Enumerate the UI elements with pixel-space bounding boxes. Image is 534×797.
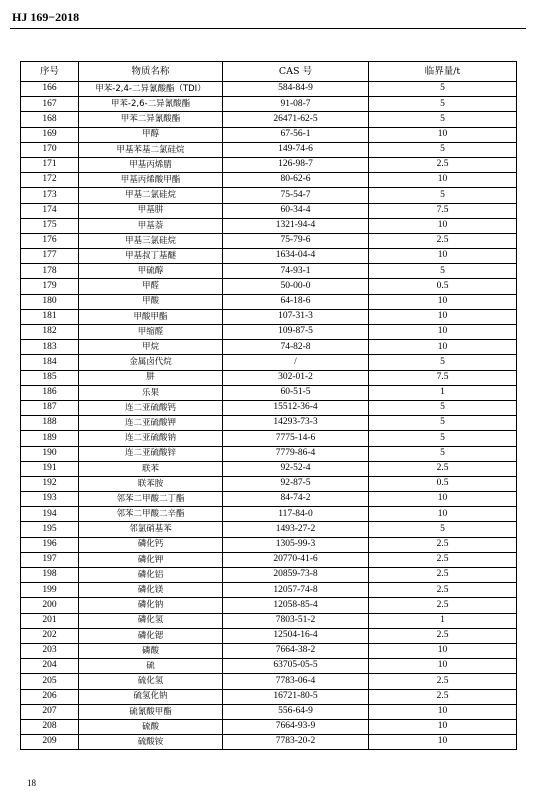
row-index: 203 bbox=[21, 643, 79, 658]
row-index: 174 bbox=[21, 203, 79, 218]
table-row bbox=[21, 643, 517, 658]
critical-quantity: 2.5 bbox=[369, 157, 517, 172]
substance-name: 磷化钠 bbox=[79, 598, 223, 613]
cas-number: 92-52-4 bbox=[223, 461, 369, 476]
substance-name: 甲基二氯硅烷 bbox=[79, 188, 223, 203]
critical-quantity: 10 bbox=[369, 218, 517, 233]
substance-name: 联苯胺 bbox=[79, 476, 223, 491]
cas-number: 92-87-5 bbox=[223, 476, 369, 491]
substance-name: 邻苯二甲酸二辛酯 bbox=[79, 507, 223, 522]
table-row bbox=[21, 203, 517, 218]
row-index: 166 bbox=[21, 82, 79, 97]
table-row bbox=[21, 704, 517, 719]
substance-name: 磷化氢 bbox=[79, 613, 223, 628]
substance-name: 乐果 bbox=[79, 385, 223, 400]
cas-number: 67-56-1 bbox=[223, 127, 369, 142]
substance-name: 硫化氢 bbox=[79, 674, 223, 689]
critical-quantity: 10 bbox=[369, 127, 517, 142]
critical-quantity: 10 bbox=[369, 309, 517, 324]
substance-name: 甲酸 bbox=[79, 294, 223, 309]
substance-name: 甲基叔丁基醚 bbox=[79, 249, 223, 264]
cas-number: 80-62-6 bbox=[223, 173, 369, 188]
substance-name: 肼 bbox=[79, 370, 223, 385]
substance-name: 硫 bbox=[79, 659, 223, 674]
table-row bbox=[21, 461, 517, 476]
cas-number: 91-08-7 bbox=[223, 97, 369, 112]
critical-quantity: 5 bbox=[369, 416, 517, 431]
cas-number: 149-74-6 bbox=[223, 142, 369, 157]
critical-quantity: 10 bbox=[369, 492, 517, 507]
substance-name: 联苯 bbox=[79, 461, 223, 476]
row-index: 186 bbox=[21, 385, 79, 400]
critical-quantity: 5 bbox=[369, 82, 517, 97]
substance-name: 甲基肼 bbox=[79, 203, 223, 218]
table-row bbox=[21, 142, 517, 157]
column-header-index: 序号 bbox=[21, 62, 79, 82]
critical-quantity: 5 bbox=[369, 431, 517, 446]
document-code: HJ 169−2018 bbox=[12, 10, 80, 24]
critical-quantity-table bbox=[20, 61, 517, 750]
cas-number: 107-31-3 bbox=[223, 309, 369, 324]
substance-name: 甲苯-2,4-二异氰酸酯（TDI） bbox=[79, 82, 223, 97]
column-header-cas-number: CAS 号 bbox=[223, 62, 369, 82]
substance-name: 甲酸甲酯 bbox=[79, 309, 223, 324]
table-row bbox=[21, 613, 517, 628]
table-row bbox=[21, 97, 517, 112]
substance-name: 甲基萘 bbox=[79, 218, 223, 233]
cas-number: 7779-86-4 bbox=[223, 446, 369, 461]
substance-name: 磷化钙 bbox=[79, 537, 223, 552]
row-index: 195 bbox=[21, 522, 79, 537]
cas-number: 7783-20-2 bbox=[223, 735, 369, 750]
cas-number: 20770-41-6 bbox=[223, 552, 369, 567]
substance-name: 连二亚硫酸钾 bbox=[79, 416, 223, 431]
critical-quantity: 2.5 bbox=[369, 598, 517, 613]
critical-quantity: 5 bbox=[369, 522, 517, 537]
table-row bbox=[21, 735, 517, 750]
cas-number: 74-93-1 bbox=[223, 264, 369, 279]
cas-number: 1493-27-2 bbox=[223, 522, 369, 537]
critical-quantity: 5 bbox=[369, 355, 517, 370]
cas-number: 7664-38-2 bbox=[223, 643, 369, 658]
row-index: 207 bbox=[21, 704, 79, 719]
critical-quantity: 5 bbox=[369, 97, 517, 112]
cas-number: 126-98-7 bbox=[223, 157, 369, 172]
row-index: 188 bbox=[21, 416, 79, 431]
row-index: 176 bbox=[21, 233, 79, 248]
cas-number: 7783-06-4 bbox=[223, 674, 369, 689]
critical-quantity: 10 bbox=[369, 249, 517, 264]
table-row bbox=[21, 249, 517, 264]
critical-quantity: 10 bbox=[369, 659, 517, 674]
table-row bbox=[21, 537, 517, 552]
row-index: 182 bbox=[21, 325, 79, 340]
cas-number: 20859-73-8 bbox=[223, 568, 369, 583]
cas-number: 12058-85-4 bbox=[223, 598, 369, 613]
substance-name: 甲基苯基二氯硅烷 bbox=[79, 142, 223, 157]
row-index: 169 bbox=[21, 127, 79, 142]
row-index: 177 bbox=[21, 249, 79, 264]
row-index: 180 bbox=[21, 294, 79, 309]
critical-quantity: 2.5 bbox=[369, 674, 517, 689]
row-index: 199 bbox=[21, 583, 79, 598]
table-row bbox=[21, 82, 517, 97]
table-row bbox=[21, 325, 517, 340]
substance-name: 磷化锶 bbox=[79, 628, 223, 643]
substance-name: 甲基丙烯腈 bbox=[79, 157, 223, 172]
critical-quantity: 10 bbox=[369, 507, 517, 522]
row-index: 204 bbox=[21, 659, 79, 674]
table-row bbox=[21, 568, 517, 583]
table-row bbox=[21, 446, 517, 461]
cas-number: 75-54-7 bbox=[223, 188, 369, 203]
table-row bbox=[21, 309, 517, 324]
row-index: 187 bbox=[21, 400, 79, 415]
table-row bbox=[21, 552, 517, 567]
critical-quantity: 2.5 bbox=[369, 689, 517, 704]
cas-number: 64-18-6 bbox=[223, 294, 369, 309]
cas-number: 302-01-2 bbox=[223, 370, 369, 385]
critical-quantity: 10 bbox=[369, 643, 517, 658]
cas-number: 16721-80-5 bbox=[223, 689, 369, 704]
row-index: 184 bbox=[21, 355, 79, 370]
cas-number: 75-79-6 bbox=[223, 233, 369, 248]
cas-number: 26471-62-5 bbox=[223, 112, 369, 127]
table-row bbox=[21, 492, 517, 507]
table-row bbox=[21, 112, 517, 127]
cas-number: 7775-14-6 bbox=[223, 431, 369, 446]
row-index: 189 bbox=[21, 431, 79, 446]
cas-number: 584-84-9 bbox=[223, 82, 369, 97]
row-index: 208 bbox=[21, 719, 79, 734]
row-index: 185 bbox=[21, 370, 79, 385]
critical-quantity: 5 bbox=[369, 142, 517, 157]
critical-quantity: 0.5 bbox=[369, 279, 517, 294]
row-index: 172 bbox=[21, 173, 79, 188]
cas-number: 63705-05-5 bbox=[223, 659, 369, 674]
row-index: 179 bbox=[21, 279, 79, 294]
row-index: 197 bbox=[21, 552, 79, 567]
column-header-substance-name: 物质名称 bbox=[79, 62, 223, 82]
row-index: 170 bbox=[21, 142, 79, 157]
cas-number: 7803-51-2 bbox=[223, 613, 369, 628]
substance-name: 连二亚硫酸锌 bbox=[79, 446, 223, 461]
substance-name: 金属卤代烷 bbox=[79, 355, 223, 370]
substance-name: 甲烷 bbox=[79, 340, 223, 355]
critical-quantity: 2.5 bbox=[369, 552, 517, 567]
table-row bbox=[21, 674, 517, 689]
critical-quantity: 5 bbox=[369, 112, 517, 127]
cas-number: 50-00-0 bbox=[223, 279, 369, 294]
critical-quantity: 2.5 bbox=[369, 583, 517, 598]
cas-number: 117-84-0 bbox=[223, 507, 369, 522]
table-row bbox=[21, 522, 517, 537]
cas-number: / bbox=[223, 355, 369, 370]
cas-number: 60-51-5 bbox=[223, 385, 369, 400]
row-index: 181 bbox=[21, 309, 79, 324]
table-header-row bbox=[21, 62, 517, 82]
cas-number: 556-64-9 bbox=[223, 704, 369, 719]
table-row bbox=[21, 416, 517, 431]
substance-name: 硫酸铵 bbox=[79, 735, 223, 750]
table-row bbox=[21, 385, 517, 400]
table-row bbox=[21, 218, 517, 233]
substance-name: 甲基三氯硅烷 bbox=[79, 233, 223, 248]
row-index: 192 bbox=[21, 476, 79, 491]
table-row bbox=[21, 157, 517, 172]
table-row bbox=[21, 689, 517, 704]
row-index: 168 bbox=[21, 112, 79, 127]
row-index: 206 bbox=[21, 689, 79, 704]
table-row bbox=[21, 340, 517, 355]
substance-name: 甲缩醛 bbox=[79, 325, 223, 340]
critical-quantity: 5 bbox=[369, 264, 517, 279]
critical-quantity: 2.5 bbox=[369, 628, 517, 643]
page-number: 18 bbox=[27, 778, 36, 788]
critical-quantity: 10 bbox=[369, 325, 517, 340]
substance-name: 硫酸 bbox=[79, 719, 223, 734]
substance-name: 甲基丙烯酸甲酯 bbox=[79, 173, 223, 188]
row-index: 194 bbox=[21, 507, 79, 522]
table-row bbox=[21, 476, 517, 491]
row-index: 178 bbox=[21, 264, 79, 279]
critical-quantity: 10 bbox=[369, 735, 517, 750]
table-row bbox=[21, 507, 517, 522]
row-index: 201 bbox=[21, 613, 79, 628]
table-row bbox=[21, 719, 517, 734]
substance-name: 甲苯-2,6-二异氰酸酯 bbox=[79, 97, 223, 112]
table-row bbox=[21, 628, 517, 643]
cas-number: 15512-36-4 bbox=[223, 400, 369, 415]
critical-quantity: 1 bbox=[369, 385, 517, 400]
table-row bbox=[21, 127, 517, 142]
row-index: 190 bbox=[21, 446, 79, 461]
critical-quantity: 5 bbox=[369, 446, 517, 461]
table-row bbox=[21, 400, 517, 415]
table-row bbox=[21, 431, 517, 446]
table-row bbox=[21, 173, 517, 188]
critical-quantity: 7.5 bbox=[369, 203, 517, 218]
substance-name: 甲苯二异氰酸酯 bbox=[79, 112, 223, 127]
critical-quantity: 2.5 bbox=[369, 537, 517, 552]
cas-number: 109-87-5 bbox=[223, 325, 369, 340]
table-row bbox=[21, 233, 517, 248]
cas-number: 1634-04-4 bbox=[223, 249, 369, 264]
row-index: 209 bbox=[21, 735, 79, 750]
critical-quantity: 2.5 bbox=[369, 568, 517, 583]
table-row bbox=[21, 264, 517, 279]
cas-number: 7664-93-9 bbox=[223, 719, 369, 734]
row-index: 171 bbox=[21, 157, 79, 172]
substance-name: 甲醇 bbox=[79, 127, 223, 142]
row-index: 198 bbox=[21, 568, 79, 583]
column-header-critical-quantity: 临界量/t bbox=[369, 62, 517, 82]
critical-quantity: 10 bbox=[369, 173, 517, 188]
substance-name: 甲醛 bbox=[79, 279, 223, 294]
substance-name: 硫氢化钠 bbox=[79, 689, 223, 704]
substance-name: 磷化钾 bbox=[79, 552, 223, 567]
cas-number: 60-34-4 bbox=[223, 203, 369, 218]
row-index: 175 bbox=[21, 218, 79, 233]
cas-number: 1321-94-4 bbox=[223, 218, 369, 233]
critical-quantity: 0.5 bbox=[369, 476, 517, 491]
cas-number: 12504-16-4 bbox=[223, 628, 369, 643]
substance-name: 磷酸 bbox=[79, 643, 223, 658]
row-index: 205 bbox=[21, 674, 79, 689]
critical-quantity: 7.5 bbox=[369, 370, 517, 385]
table-row bbox=[21, 659, 517, 674]
critical-quantity: 2.5 bbox=[369, 461, 517, 476]
table-row bbox=[21, 279, 517, 294]
substance-name: 甲硫醇 bbox=[79, 264, 223, 279]
row-index: 200 bbox=[21, 598, 79, 613]
table-row bbox=[21, 583, 517, 598]
row-index: 183 bbox=[21, 340, 79, 355]
cas-number: 12057-74-8 bbox=[223, 583, 369, 598]
row-index: 196 bbox=[21, 537, 79, 552]
row-index: 173 bbox=[21, 188, 79, 203]
cas-number: 14293-73-3 bbox=[223, 416, 369, 431]
table-row bbox=[21, 598, 517, 613]
critical-quantity: 1 bbox=[369, 613, 517, 628]
substance-name: 邻氯硝基苯 bbox=[79, 522, 223, 537]
critical-quantity: 5 bbox=[369, 188, 517, 203]
row-index: 202 bbox=[21, 628, 79, 643]
cas-number: 1305-99-3 bbox=[223, 537, 369, 552]
header-rule bbox=[10, 28, 526, 29]
row-index: 191 bbox=[21, 461, 79, 476]
table-row bbox=[21, 188, 517, 203]
table-row bbox=[21, 294, 517, 309]
critical-quantity: 10 bbox=[369, 704, 517, 719]
table-body bbox=[21, 82, 517, 750]
critical-quantity: 2.5 bbox=[369, 233, 517, 248]
substance-name: 连二亚硫酸钙 bbox=[79, 400, 223, 415]
critical-quantity: 10 bbox=[369, 294, 517, 309]
substance-name: 磷化镁 bbox=[79, 583, 223, 598]
table-row bbox=[21, 370, 517, 385]
row-index: 193 bbox=[21, 492, 79, 507]
substance-name: 磷化铝 bbox=[79, 568, 223, 583]
cas-number: 84-74-2 bbox=[223, 492, 369, 507]
row-index: 167 bbox=[21, 97, 79, 112]
substance-name: 邻苯二甲酸二丁酯 bbox=[79, 492, 223, 507]
table-row bbox=[21, 355, 517, 370]
critical-quantity: 5 bbox=[369, 400, 517, 415]
substance-name: 硫氰酸甲酯 bbox=[79, 704, 223, 719]
critical-quantity: 10 bbox=[369, 719, 517, 734]
critical-quantity: 10 bbox=[369, 340, 517, 355]
cas-number: 74-82-8 bbox=[223, 340, 369, 355]
substance-name: 连二亚硫酸钠 bbox=[79, 431, 223, 446]
